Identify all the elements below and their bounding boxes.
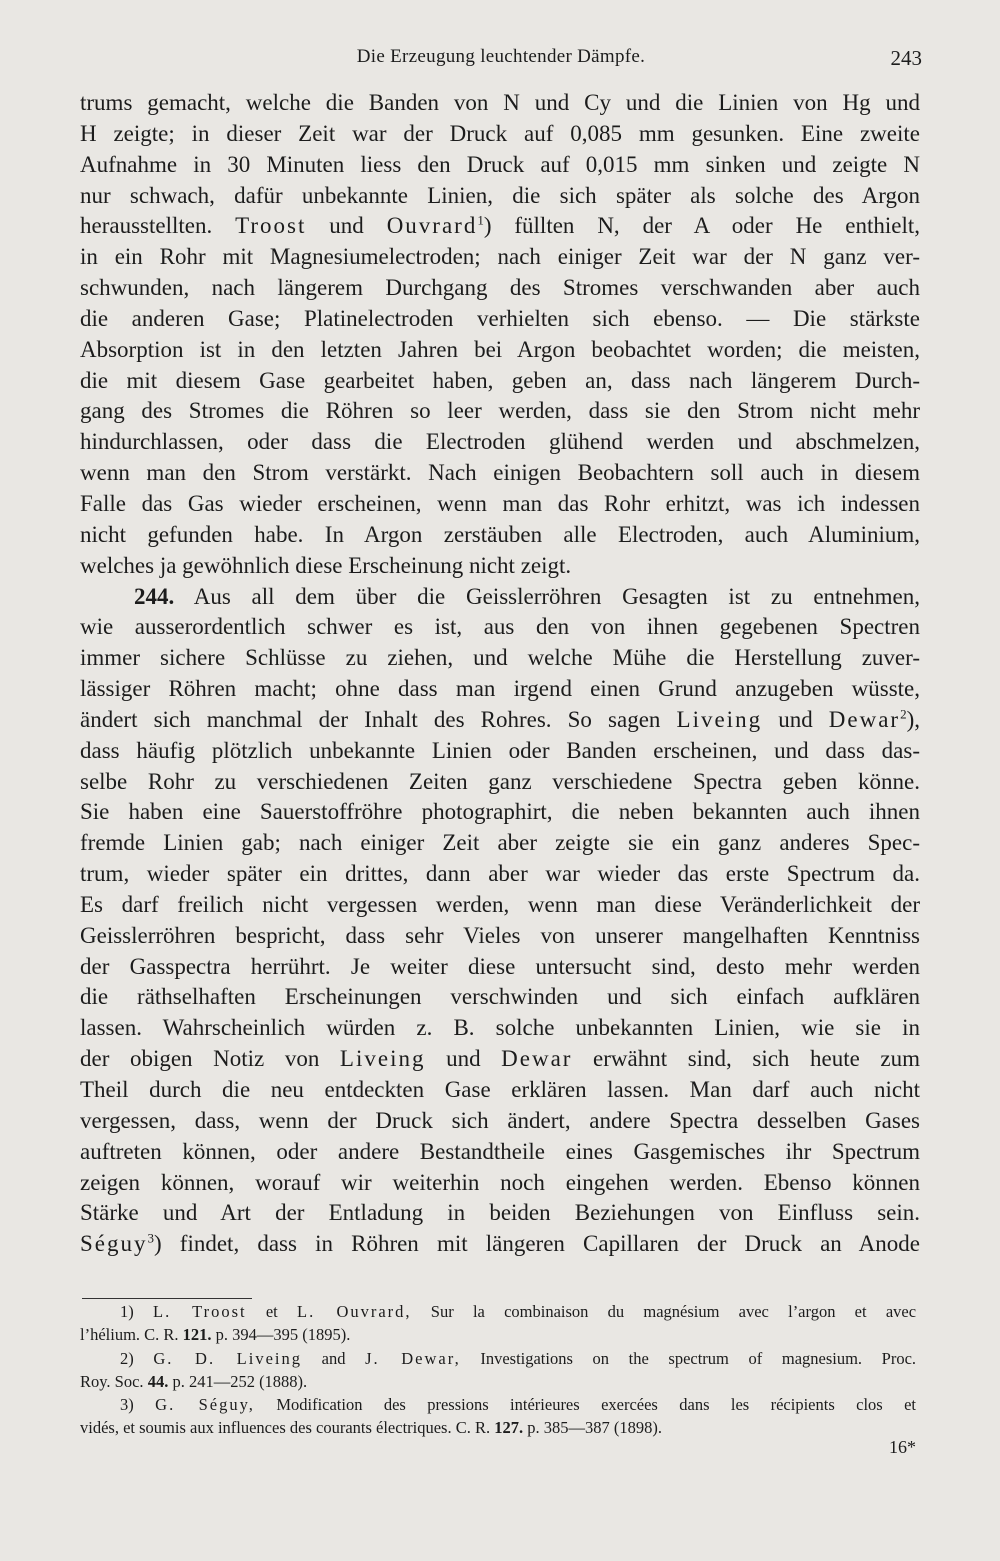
volume-number: 44. bbox=[147, 1371, 169, 1391]
author-name: Troost bbox=[235, 213, 307, 239]
text-fragment: Aus all dem über die Geisslerröhren Gesagten ist zu entnehmen, bbox=[193, 583, 920, 609]
text-line: H zeigte; in dieser Zeit war der Druck auf 0,085 mm gesunken. Eine zweite bbox=[80, 120, 920, 146]
author-name: L. Ouvrard, bbox=[297, 1302, 412, 1321]
text-fragment: der obigen Notiz von bbox=[80, 1046, 320, 1072]
text-line: Sie haben eine Sauerstoffröhre photographirt, die neben bekannten auch ihnen bbox=[80, 799, 920, 825]
footnotes bbox=[80, 1300, 916, 1440]
footnote-rule bbox=[82, 1298, 252, 1299]
author-name: J. Dewar, bbox=[365, 1348, 461, 1368]
author-name: G. Séguy, bbox=[155, 1395, 255, 1415]
text-fragment: Roy. Soc. bbox=[80, 1371, 144, 1391]
author-name: Séguy bbox=[80, 1231, 148, 1257]
text-fragment: Sur la combinaison du magnésium avec l’argon et avec bbox=[430, 1302, 916, 1321]
page-header bbox=[80, 46, 922, 76]
text-fragment: ändert sich manchmal der Inhalt des Rohres. So sagen bbox=[80, 706, 661, 732]
text-fragment: und bbox=[778, 706, 813, 732]
author-name: Ouvrard bbox=[386, 213, 478, 239]
footnote-3-cont bbox=[80, 1416, 916, 1439]
text-line: die mit diesem Gase gearbeitet haben, geben an, dass nach längerem Durch- bbox=[80, 367, 920, 393]
text-line: wie ausserordentlich schwer es ist, aus den von ihnen gegebenen Spectren bbox=[80, 614, 920, 640]
text-line: hindurchlassen, oder dass die Electroden glühend werden und abschmelzen, bbox=[80, 429, 920, 455]
text-fragment: ), bbox=[906, 706, 920, 732]
text-line: lassen. Wahrscheinlich würden z. B. solche unbekannten Linien, wie sie in bbox=[80, 1015, 920, 1041]
text-line: trums gemacht, welche die Banden von N und Cy und die Linien von Hg und bbox=[80, 90, 920, 115]
author-name: Liveing bbox=[676, 706, 763, 732]
footnote-1-cont bbox=[80, 1323, 916, 1346]
footnote-ref: 3 bbox=[147, 1230, 154, 1246]
footnote-mark: 1) bbox=[120, 1302, 134, 1321]
text-fragment: ) füllten N, der A oder He enthielt, bbox=[483, 213, 920, 239]
text-line: fremde Linien gab; nach einiger Zeit aber zeigte sie ein ganz anderes Spec- bbox=[80, 830, 920, 856]
section-start-line bbox=[80, 582, 920, 613]
text-fragment: Modification des pressions intérieures exercées dans les récipients clos et bbox=[276, 1395, 916, 1415]
text-line bbox=[80, 705, 920, 736]
body-text bbox=[80, 88, 920, 1260]
text-line bbox=[80, 1229, 920, 1260]
text-fragment: ) findet, dass in Röhren mit längeren Capillaren der Druck an Anode bbox=[154, 1231, 920, 1257]
text-line: trum, wieder später ein drittes, dann aber war wieder das erste Spectrum da. bbox=[80, 861, 920, 887]
text-line: auftreten können, oder andere Bestandtheile eines Gasgemisches ihr Spectrum bbox=[80, 1138, 920, 1164]
footnote-ref: 1 bbox=[477, 212, 484, 228]
text-fragment: l’hélium. C. R. bbox=[80, 1325, 179, 1345]
author-name: Liveing bbox=[339, 1046, 426, 1072]
text-line: der Gasspectra herrührt. Je weiter diese untersucht sind, desto mehr werden bbox=[80, 953, 920, 979]
text-line: zeigen können, worauf wir weiterhin noch eingehen werden. Ebenso können bbox=[80, 1169, 920, 1195]
text-line: die räthselhaften Erscheinungen verschwinden und sich einfach aufklären bbox=[80, 984, 920, 1010]
text-line: vergessen, dass, wenn der Druck sich ändert, andere Spectra desselben Gases bbox=[80, 1107, 920, 1133]
footnote-1 bbox=[80, 1300, 916, 1323]
text-line: welches ja gewöhnlich diese Erscheinung nicht zeigt. bbox=[80, 552, 572, 578]
text-fragment: erwähnt sind, sich heute zum bbox=[593, 1046, 920, 1072]
author-name: G. D. Liveing bbox=[153, 1348, 303, 1368]
section-number: 244. bbox=[134, 583, 175, 609]
volume-number: 127. bbox=[494, 1418, 524, 1438]
text-line: Aufnahme in 30 Minuten liess den Druck auf 0,015 mm sinken und zeigte N bbox=[80, 151, 920, 177]
author-name: L. Troost bbox=[152, 1302, 247, 1321]
text-fragment: vidés, et soumis aux influences des courants électriques. C. R. bbox=[80, 1418, 491, 1438]
text-line: Falle das Gas wieder erscheinen, wenn man das Rohr erhitzt, was ich indessen bbox=[80, 490, 920, 516]
text-line: selbe Rohr zu verschiedenen Zeiten ganz verschiedene Spectra geben könne. bbox=[80, 768, 920, 794]
text-line bbox=[80, 1044, 920, 1075]
footnote-2 bbox=[80, 1347, 916, 1370]
text-line: in ein Rohr mit Magnesiumelectroden; nach einiger Zeit war der N ganz ver- bbox=[80, 244, 920, 270]
text-line: nur schwach, dafür unbekannte Linien, die sich später als solche des Argon bbox=[80, 182, 920, 208]
author-name: Dewar bbox=[828, 706, 901, 732]
text-line: Es darf freilich nicht vergessen werden, wenn man diese Veränderlichkeit der bbox=[80, 891, 920, 917]
footnote-2-cont bbox=[80, 1370, 916, 1393]
footnote-3 bbox=[80, 1393, 916, 1416]
text-line: wenn man den Strom verstärkt. Nach einigen Beobachtern soll auch in diesem bbox=[80, 460, 920, 486]
text-line: Stärke und Art der Entladung in beiden Beziehungen von Einfluss sein. bbox=[80, 1200, 920, 1226]
text-line: Theil durch die neu entdeckten Gase erklären lassen. Man darf auch nicht bbox=[80, 1077, 920, 1102]
signature-mark: 16* bbox=[889, 1437, 916, 1457]
text-fragment: p. 385—387 (1898). bbox=[527, 1418, 662, 1438]
text-line: Absorption ist in den letzten Jahren bei Argon beobachtet worden; die meisten, bbox=[80, 336, 920, 362]
text-fragment: Investigations on the spectrum of magnesium. Proc. bbox=[480, 1348, 916, 1368]
text-line: schwunden, nach längerem Durchgang des Stromes verschwanden aber auch bbox=[80, 275, 920, 301]
text-line bbox=[80, 211, 920, 242]
footnote-mark: 2) bbox=[120, 1348, 134, 1368]
text-fragment: et bbox=[265, 1302, 278, 1321]
page-number: 243 bbox=[890, 46, 922, 70]
text-line: Geisslerröhren bespricht, dass sehr Vieles von unserer mangelhaften Kenntniss bbox=[80, 922, 920, 948]
text-fragment: herausstellten. bbox=[80, 213, 213, 239]
volume-number: 121. bbox=[182, 1325, 212, 1345]
text-fragment: and bbox=[321, 1348, 346, 1368]
author-name: Dewar bbox=[501, 1046, 573, 1072]
text-line: gang des Stromes die Röhren so leer werden, dass sie den Strom nicht mehr bbox=[80, 398, 920, 424]
text-line: nicht gefunden habe. In Argon zerstäuben alle Electroden, auch Aluminium, bbox=[80, 521, 920, 547]
text-line: die anderen Gase; Platinelectroden verhielten sich ebenso. — Die stärkste bbox=[80, 305, 920, 331]
text-fragment: p. 394—395 (1895). bbox=[215, 1325, 351, 1345]
text-fragment: p. 241—252 (1888). bbox=[172, 1371, 308, 1391]
text-line: lässiger Röhren macht; ohne dass man irgend einen Grund anzugeben wüsste, bbox=[80, 676, 920, 702]
text-fragment: und bbox=[329, 213, 364, 239]
footnote-ref: 2 bbox=[900, 706, 907, 722]
text-line: dass häufig plötzlich unbekannte Linien oder Banden erscheinen, und dass das- bbox=[80, 737, 920, 763]
text-fragment: und bbox=[446, 1046, 481, 1072]
running-title: Die Erzeugung leuchtender Dämpfe. bbox=[356, 46, 646, 67]
text-line: immer sichere Schlüsse zu ziehen, und welche Mühe die Herstellung zuver- bbox=[80, 645, 920, 671]
footnote-mark: 3) bbox=[120, 1395, 134, 1415]
